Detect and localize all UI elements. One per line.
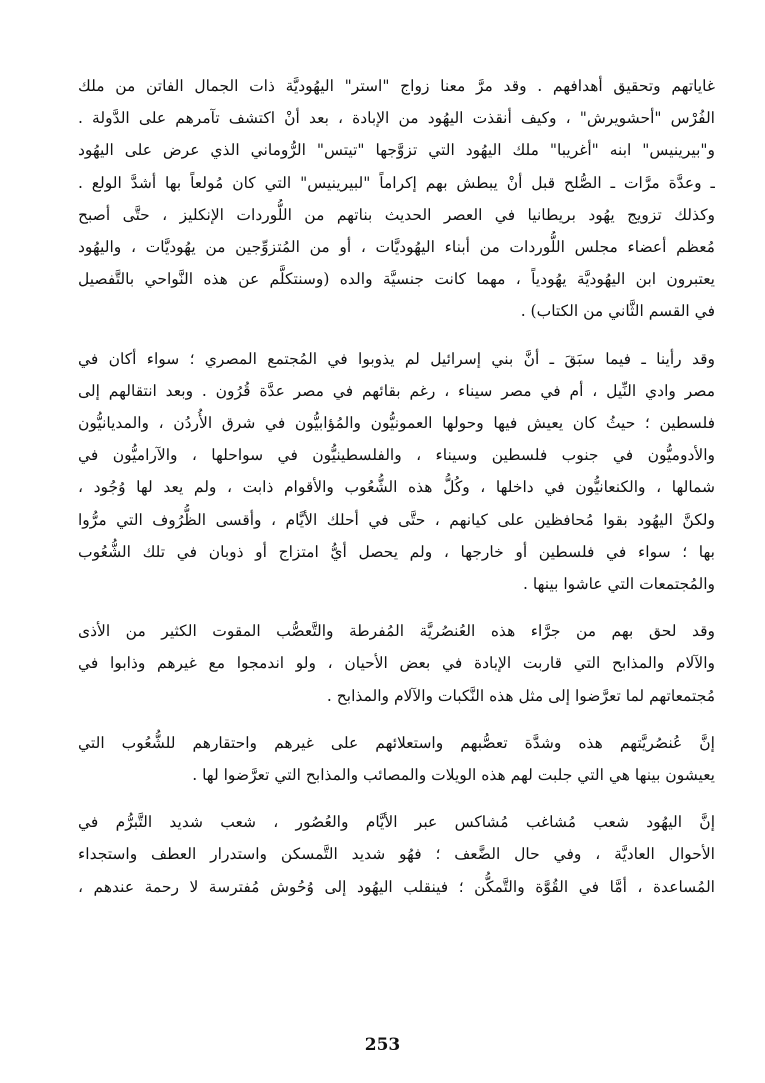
paragraph-4 — [78, 727, 715, 791]
text-line: يعتبرون ابن اليهُوديَّة يهُودياً ، مهما كانت جنسيَّة والده (وسنتكلَّم عن هذه النَّواحي بالتَّفصيل — [78, 270, 715, 289]
document-page — [78, 70, 715, 1083]
text-line: إنَّ اليهُود شعب مُشاغب مُشاكس عبر الأيَّام والعُصُور ، شعب شديد التَّبرُّم في — [78, 813, 715, 832]
text-line: وقد لحق بهم من جرَّاء هذه العُنصُريَّة المُفرطة والتَّعصُّب المقوت الكثير من الأذى — [78, 622, 715, 641]
paragraph-5 — [78, 806, 715, 903]
text-line: غاياتهم وتحقيق أهدافهم . وقد مرَّ معنا زواج "استر" اليهُوديَّة ذات الجمال الفاتن من ملك — [78, 77, 715, 95]
text-line: ـ وعدَّة مرَّات ـ الصُّلح قبل أنْ يبطش بهم إكراماً "لبيرينيس" التي كان مُولعاً بها أشدَّ الولع . — [78, 173, 715, 192]
text-line: ولكنَّ اليهُود بقوا مُحافظين على كيانهم ، حتَّى في أحلك الأيَّام ، وأقسى الظُّرُوف التي مرُّوا — [78, 510, 715, 529]
text-line: إنَّ عُنصُريَّتهم هذه وشدَّة تعصُّبهم واستعلائهم على غيرهم واحتقارهم للشُّعُوب التي — [78, 733, 715, 752]
text-line: وكذلك تزويج يهُود بريطانيا في العصر الحديث بناتهم من اللُّوردات الإنكليز ، حتَّى أصبح — [78, 205, 715, 224]
text-line: شمالها ، والكنعانيُّون في داخلها ، وكُلُّ هذه الشُّعُوب والأقوام ذابت ، ولم يعد لها وُجُود ، — [78, 478, 715, 497]
text-line: الفُرْس "أحشويرش" ، وكيف أنقذت اليهُود من الإبادة ، بعد أنْ اكتشف تآمرهم على الدَّولة . — [78, 109, 715, 128]
text-line: والمُجتمعات التي عاشوا بينها . — [523, 575, 715, 594]
text-line: مُجتمعاتهم لما تعرَّضوا إلى مثل هذه النَّكبات والآلام والمذابح . — [326, 686, 715, 705]
text-line: وقد رأينا ـ فيما سبَقَ ـ أنَّ بني إسرائيل لم يذوبوا في المُجتمع المصري ؛ سواء أكان في — [78, 349, 715, 368]
text-line: و"بيرينيس" ابنه "أغريبا" ملك اليهُود التي تزوَّجها "تيتس" الرُّوماني الذي عرض على اليهُود — [78, 141, 715, 160]
paragraph-1 — [78, 70, 715, 328]
text-line: الأحوال العاديَّة ، وفي حال الضَّعف ؛ فهُو شديد التَّمسكن واستدرار العطف واستجداء — [78, 845, 715, 864]
text-line: والأدوميُّون في جنوب فلسطين وسيناء ، والفلسطينيُّون في سواحلها ، والآراميُّون في — [78, 446, 715, 465]
paragraph-2 — [78, 343, 715, 601]
text-line: يعيشون بينها هي التي جلبت لهم هذه الويلات والمصائب والمذابح التي تعرَّضوا لها . — [192, 766, 715, 785]
text-line: في القسم الثَّاني من الكتاب) . — [520, 302, 715, 321]
text-line: والآلام والمذابح التي قاربت الإبادة في بعض الأحيان ، ولو اندمجوا مع غيرهم وذابوا في — [78, 654, 715, 673]
text-line: مُعظم أعضاء مجلس اللُّوردات من أبناء اليهُوديَّات ، أو من المُتزوِّجين من يهُوديَّات ، واليهُود — [78, 238, 715, 257]
paragraph-3 — [78, 615, 715, 712]
text-line: مصر وادي النِّيل ، أم في مصر سيناء ، رغم بقائهم في مصر عدَّة قُرُون . وبعد انتقالهم إلى — [78, 381, 715, 400]
page-number: 253 — [364, 1035, 401, 1055]
text-line: بها ؛ سواء في فلسطين أو خارجها ، ولم يحصل أيُّ امتزاج أو ذوبان في تلك الشُّعُوب — [78, 542, 715, 561]
text-line: المُساعدة ، أمَّا في القُوَّة والتَّمكُّن ؛ فينقلب اليهُود إلى وُحُوش مُفترسة لا رحمة عندهم ، — [78, 877, 715, 896]
text-line: فلسطين ؛ حيثُ كان يعيش فيها وحولها العمونيُّون والمُؤابيُّون في شرق الأُردُن ، والمديانيُّون — [78, 414, 715, 433]
